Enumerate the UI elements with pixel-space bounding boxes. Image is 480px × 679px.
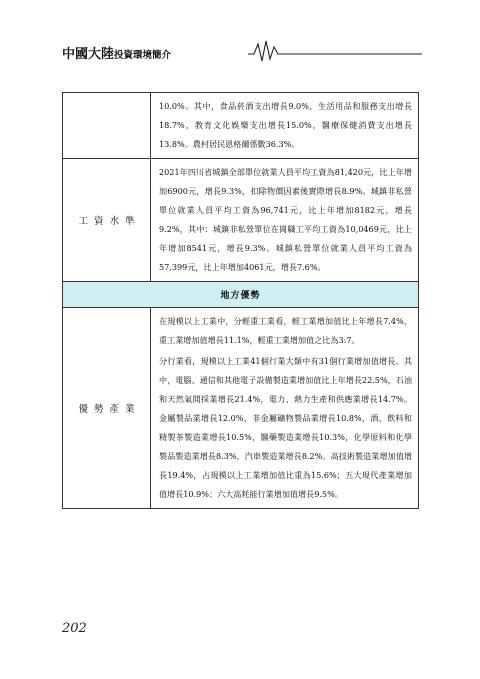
header-title-main: 中國大陸 bbox=[62, 47, 115, 62]
table-row bbox=[63, 308, 419, 509]
header-title bbox=[62, 43, 171, 62]
header-title-sub: 投資環境簡介 bbox=[114, 50, 172, 61]
table-row bbox=[63, 93, 419, 159]
page-header bbox=[62, 38, 422, 64]
page-number: 202 bbox=[62, 621, 87, 636]
heartbeat-line-icon bbox=[248, 38, 422, 64]
table-row bbox=[63, 159, 419, 282]
wage-label: 工資水準 bbox=[63, 159, 151, 282]
info-table bbox=[62, 92, 419, 509]
industry-text bbox=[151, 308, 419, 509]
wage-text: 2021年四川省城鎮全部單位就業人員平均工資為81,420元，比上年增加6900元，增長9.3%，扣除物價因素後實際增長8.9%。城鎮非私營單位就業人員平均工資為96,741元，比上年增加8182元，增長9.2%，其中：城鎮非私營單位在崗職工平均工資為10,0469元，比上年增加8541元，增長9.3%。城鎮私營單位就業人員平均工資為57,399元，比上年增加4061元，增長7.6%。 bbox=[151, 159, 419, 282]
consumption-text: 10.0%。其中，食品菸酒支出增長9.0%，生活用品和服務支出增長18.7%，教育文化娛樂支出增長15.0%，醫療保健消費支出增長13.8%。農村居民恩格爾係數36.3%。 bbox=[151, 93, 419, 159]
section-title: 地方優勢 bbox=[63, 282, 419, 308]
industry-paragraph: 分行業看，規模以上工業41個行業大類中有31個行業增加值增長。其中，電腦、通信和其他電子設備製造業增加值比上年增長22.5%，石油和天然氣開採業增長21.4%，電力、熱力生產和供應業增長14.7%。金屬製品業增長12.0%，非金屬礦物製品業增長10.8%，酒、飲料和精製茶製造業增長10.5%，醫藥製造業增長10.3%，化學原料和化學製品製造業增長8.3%，汽車製造業增長8.2%。高技術製造業增加值增長19.4%，占規模以上工業增加值比重為15.6%；五大現代產業增加值增長10.9%；六大高耗能行業增加值增長9.5%。 bbox=[159, 356, 412, 499]
industry-paragraph: 在規模以上工業中，分輕重工業看，輕工業增加值比上年增長7.4%，重工業增加值增長11.1%，輕重工業增加值之比為3:7。 bbox=[159, 316, 412, 345]
industry-label: 優勢產業 bbox=[63, 308, 151, 509]
empty-label-cell bbox=[63, 93, 151, 159]
section-header-row bbox=[63, 282, 419, 308]
